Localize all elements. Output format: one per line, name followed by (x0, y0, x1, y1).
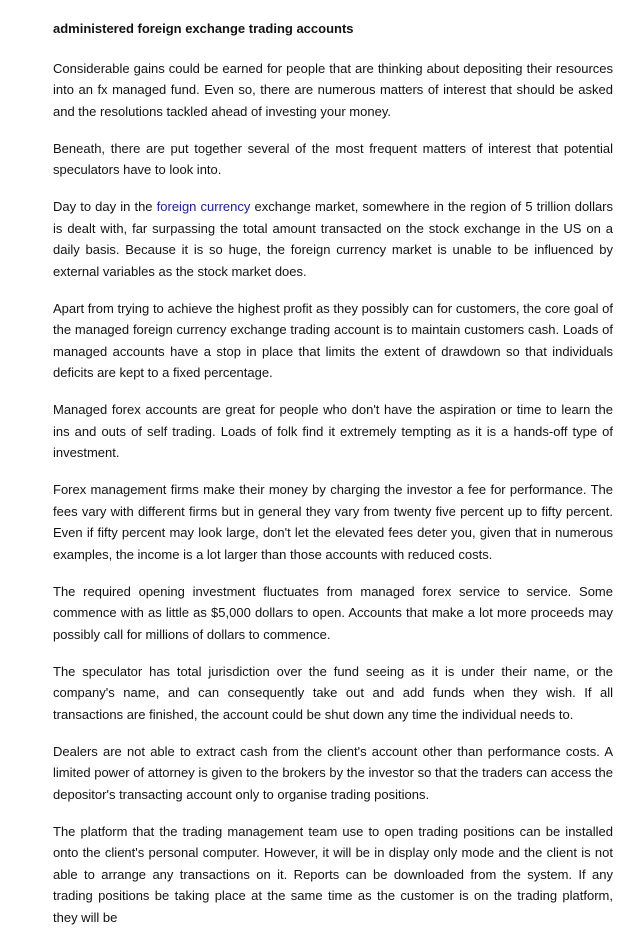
paragraph-3-after: exchange market, somewhere in the region of 5 trillion dollars is dealt with, far surpassing the total amount transacted on the stock exchange in the US on a daily basis. Because it is so huge, the foreign currency market is unable to be influenced by external variables as the stock market does. (53, 199, 614, 279)
paragraph-4: Apart from trying to achieve the highest profit as they possibly can for customers, the core goal of the managed foreign currency exchange trading account is to maintain customers cash. Loads of managed accounts have a stop in place that limits the extent of drawdown so that individuals deficits are kept to a fixed percentage. (53, 300, 613, 380)
paragraph-3 (53, 196, 613, 282)
foreign-currency-link[interactable]: foreign currency (156, 199, 251, 214)
document-title: administered foreign exchange trading accounts (53, 21, 354, 36)
paragraph-10: The platform that the trading management team use to open trading positions can be installed onto the client's personal computer. However, it will be in display only mode and the client is not able to arrange any transactions on it. Reports can be downloaded from the system. If any trading positions be taking place at the same time as the customer is on the trading platform, they will be (53, 823, 613, 925)
paragraph-5: Managed forex accounts are great for people who don't have the aspiration or time to learn the ins and outs of self trading. Loads of folk find it extremely tempting as it is a hands-off type of investment. (53, 402, 613, 460)
document-page (53, 18, 613, 944)
paragraph-8: The speculator has total jurisdiction over the fund seeing as it is under their name, or the company's name, and can consequently take out and add funds when they wish. If all transactions are finished, the account could be shut down any time the individual needs to. (53, 663, 613, 722)
paragraph-6: Forex management firms make their money by charging the investor a fee for performance. The fees vary with different firms but in general they vary from twenty five percent up to fifty percent. Even if fifty percent may look large, don't let the elevated fees deter you, given that in numerous examples, the income is a lot larger than those accounts with reduced costs. (53, 482, 613, 562)
paragraph-9: Dealers are not able to extract cash from the client's account other than performance costs. A limited power of attorney is given to the brokers by the investor so that the traders can access the depositor's transacting account only to organise trading positions. (53, 743, 613, 802)
paragraph-2: Beneath, there are put together several of the most frequent matters of interest that potential speculators have to look into. (53, 140, 613, 177)
paragraph-1: Considerable gains could be earned for people that are thinking about depositing their resources into an fx managed fund. Even so, there are numerous matters of interest that should be asked and the resolutions tackled ahead of investing your money. (53, 60, 613, 119)
paragraph-3-before: Day to day in the (53, 199, 157, 214)
paragraph-7: The required opening investment fluctuates from managed forex service to service. Some commence with as little as $5,000 dollars to open. Accounts that make a lot more proceeds may possibly call for millions of dollars to commence. (53, 583, 613, 642)
